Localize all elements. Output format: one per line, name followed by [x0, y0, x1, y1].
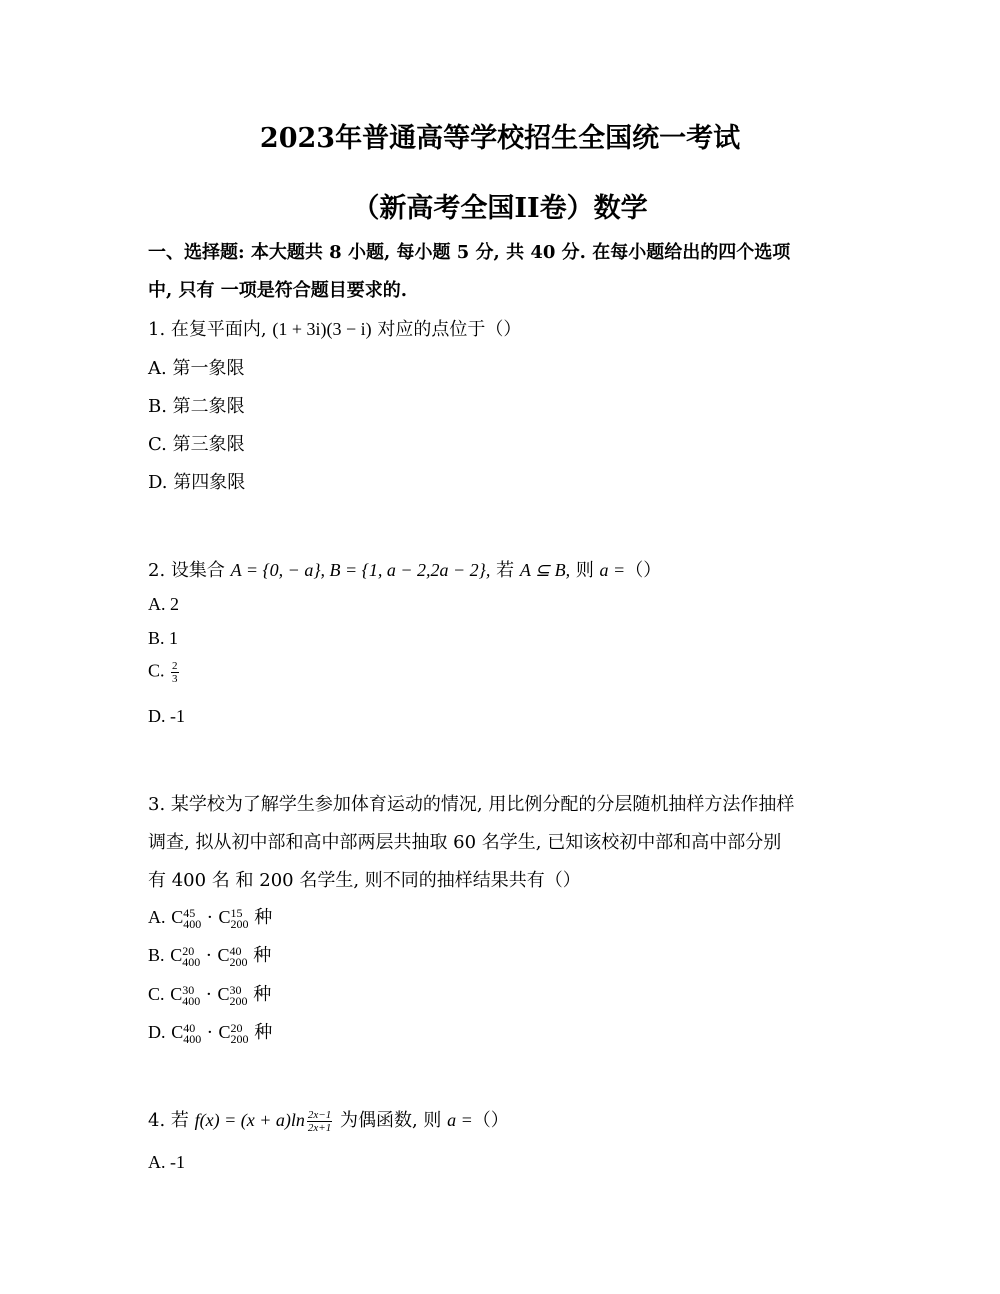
- combination-term: [217, 984, 247, 1007]
- combination-lower: 400: [182, 954, 201, 969]
- combination-upper: 30: [182, 982, 195, 997]
- question-3-option-a: [148, 903, 272, 930]
- combination-upper: 20: [230, 1020, 243, 1035]
- exam-title: 2023年普通高等学校招生全国统一考试: [259, 123, 741, 154]
- fraction-numerator: 2x−1: [307, 1108, 332, 1121]
- math-expression: f(x) = (x + a)ln: [194, 1110, 305, 1130]
- unit-text: 种: [253, 945, 272, 966]
- combination-lower: 400: [183, 1031, 202, 1046]
- fraction-numerator: 2: [172, 660, 178, 672]
- question-3-line-2: 调查, 拟从初中部和高中部两层共抽取 60 名学生, 已知该校初中部和高中部分别: [148, 832, 782, 853]
- combination-symbol: C: [218, 1022, 231, 1042]
- option-label: D.: [148, 1022, 166, 1042]
- section-intro-line-2: 中, 只有 一项是符合题目要求的.: [148, 280, 408, 301]
- combination-symbol: C: [170, 984, 183, 1004]
- combination-symbol: C: [170, 945, 183, 965]
- unit-text: 种: [254, 907, 273, 928]
- option-label: B.: [148, 945, 165, 965]
- combination-symbol: C: [217, 984, 230, 1004]
- combination-term: [218, 907, 248, 930]
- math-expression: a =: [447, 1110, 473, 1130]
- option-label: A.: [148, 907, 166, 927]
- unit-text: 种: [254, 1022, 273, 1043]
- question-text: 为偶函数, 则: [339, 1110, 442, 1131]
- question-2-option-b: B. 1: [148, 628, 179, 648]
- combination-symbol: C: [171, 907, 184, 927]
- question-2-option-c: [148, 660, 181, 685]
- question-1-option-a: A. 第一象限: [148, 358, 245, 379]
- section-intro-line-1: 一、选择题: 本大题共 8 小题, 每小题 5 分, 共 40 分. 在每小题给出的四个选项: [148, 242, 791, 263]
- combination-lower: 200: [230, 1031, 249, 1046]
- question-4-option-a: A. -1: [148, 1152, 185, 1172]
- combination-upper: 30: [229, 982, 242, 997]
- combination-symbol: C: [217, 945, 230, 965]
- question-text: 则: [575, 560, 594, 581]
- question-3-option-d: [148, 1018, 272, 1045]
- combination-lower: 400: [182, 993, 201, 1008]
- question-2-option-d: D. -1: [148, 706, 185, 726]
- combination-term: [217, 945, 247, 968]
- combination-upper: 20: [182, 943, 195, 958]
- combination-upper: 40: [229, 943, 242, 958]
- question-text: （）: [625, 560, 662, 581]
- combination-lower: 200: [229, 993, 248, 1008]
- combination-lower: 200: [230, 916, 249, 931]
- fraction: [307, 1109, 332, 1134]
- math-expression: (1 + 3i)(3 − i): [272, 319, 372, 339]
- question-1-option-b: B. 第二象限: [148, 396, 245, 417]
- question-text: 对应的点位于（）: [377, 319, 522, 340]
- question-1-stem: [148, 315, 521, 341]
- question-text: （）: [472, 1110, 509, 1131]
- fraction-denominator: 3: [172, 673, 178, 685]
- combination-term: [170, 984, 200, 1007]
- question-text: 设集合: [170, 560, 225, 581]
- question-text: 在复平面内,: [170, 319, 267, 340]
- fraction-denominator: 2x+1: [307, 1121, 332, 1134]
- question-4-stem: [148, 1106, 509, 1134]
- option-label: C.: [148, 660, 165, 681]
- question-text: 若: [496, 560, 515, 581]
- option-label: C.: [148, 984, 165, 1004]
- combination-lower: 200: [229, 954, 248, 969]
- question-2-stem: [148, 556, 661, 582]
- math-expression: a =: [599, 560, 626, 580]
- unit-text: 种: [253, 984, 272, 1005]
- multiply-dot: ·: [206, 984, 212, 1005]
- question-number: 2.: [148, 560, 166, 581]
- math-expression: A ⊆ B,: [519, 560, 571, 580]
- combination-symbol: C: [218, 907, 231, 927]
- question-1-option-d: D. 第四象限: [148, 472, 246, 493]
- combination-upper: 40: [183, 1020, 196, 1035]
- question-1-option-c: C. 第三象限: [148, 434, 245, 455]
- combination-upper: 45: [183, 905, 196, 920]
- combination-upper: 15: [230, 905, 243, 920]
- exam-subtitle: （新高考全国II卷）数学: [352, 193, 648, 224]
- combination-lower: 400: [183, 916, 202, 931]
- multiply-dot: ·: [206, 1022, 213, 1043]
- combination-symbol: C: [171, 1022, 184, 1042]
- question-2-option-a: A. 2: [148, 594, 179, 614]
- fraction: [171, 660, 179, 685]
- question-number: 1.: [148, 319, 166, 340]
- question-text: 若: [170, 1110, 189, 1131]
- combination-term: [218, 1022, 248, 1045]
- combination-term: [171, 1022, 201, 1045]
- question-3-option-c: [148, 980, 271, 1007]
- math-expression: A = {0, − a}, B = {1, a − 2,2a − 2},: [230, 560, 491, 580]
- multiply-dot: ·: [206, 945, 212, 966]
- combination-term: [171, 907, 201, 930]
- question-3-option-b: [148, 941, 271, 968]
- question-3-line-1: 3. 某学校为了解学生参加体育运动的情况, 用比例分配的分层随机抽样方法作抽样: [148, 794, 795, 815]
- combination-term: [170, 945, 200, 968]
- question-3-line-3: 有 400 名 和 200 名学生, 则不同的抽样结果共有（）: [148, 870, 581, 891]
- multiply-dot: ·: [206, 907, 213, 928]
- question-number: 4.: [148, 1110, 166, 1131]
